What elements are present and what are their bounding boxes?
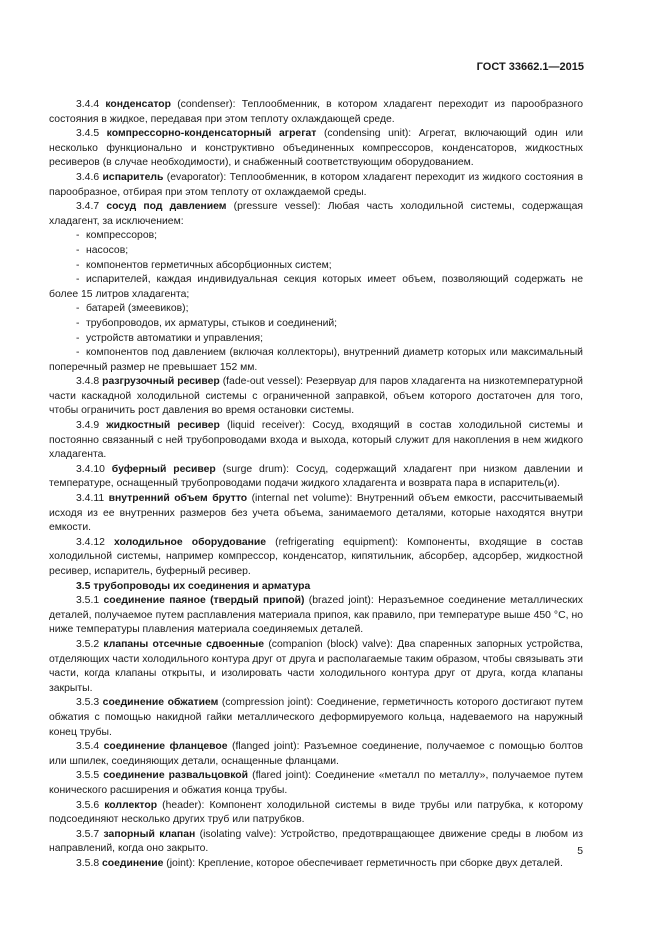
standard-code-header: ГОСТ 33662.1—2015: [476, 61, 584, 73]
term-name: компрессорно-конденсаторный агрегат: [106, 128, 317, 140]
term-name: соединение фланцевое: [103, 741, 228, 753]
term-name: соединение паяное (твердый припой): [103, 595, 305, 607]
term-entry: 3.4.12 холодильное оборудование (refrigerating equipment): Компоненты, входящие в состав холодильной системы, например компрессор, конденсатор, кипятильник, абсорбер, адсорбер, жидкостной ресивер, испаритель, буферный ресивер.: [49, 536, 583, 577]
list-item: - насосов;: [76, 244, 129, 256]
term-name: соединение обжатием: [102, 697, 219, 709]
term-entry: 3.4.11 внутренний объем брутто (internal net volume): Внутренний объем емкости, рассчитываемый исходя из ее внутренних размеров без учета объема, занимаемого деталями, которые находятся внутри емкости.: [49, 493, 584, 534]
list-item: - устройств автоматики и управления;: [76, 332, 263, 344]
term-entry: 3.5.1 соединение паяное (твердый припой) (brazed joint): Неразъемное соединение металлических деталей, получаемое путем расплавления материала припоя, как правило, при температуре выше 450 °С, но ниже температуры плавления материала соединяемых деталей.: [49, 595, 583, 636]
term-name: соединение развальцовкой: [103, 770, 249, 782]
term-entry: 3.5.7 запорный клапан (isolating valve): Устройство, предотвращающее движение среды в любом из направлений, когда оно закрыто.: [49, 828, 583, 855]
list-item: - компрессоров;: [76, 230, 158, 242]
term-entry: 3.5.4 соединение фланцевое (flanged joint): Разъемное соединение, получаемое с помощью болтов или шпилек, соединяющих детали, оснащенные фланцами.: [49, 741, 584, 767]
term-entry: 3.4.9 жидкостный ресивер (liquid receiver): Сосуд, входящий в состав холодильной системы и постоянно связанный с ней трубопроводами входа и выхода, который служит для накопления в нем жидкого хладагента.: [49, 420, 583, 461]
term-name: клапаны отсечные сдвоенные: [103, 638, 265, 650]
term-entry: 3.5.3 соединение обжатием (compression joint): Соединение, герметичность которого достигают путем обжатия с помощью накидной гайки металлического деформируемого кольца, надеваемого на наружный конец трубы.: [49, 697, 584, 738]
term-entry: 3.4.7 сосуд под давлением (pressure vessel): Любая часть холодильной системы, содержащая хладагент, за исключением:: [49, 201, 583, 227]
term-name: соединение: [102, 857, 164, 869]
list-item: - батарей (змеевиков);: [76, 303, 189, 315]
page-number: 5: [577, 846, 583, 857]
term-name: коллектор: [104, 799, 158, 811]
term-name: внутренний объем брутто: [108, 493, 248, 505]
term-entry: 3.4.8 разгрузочный ресивер (fade-out vessel): Резервуар для паров хладагента на низкотемпературной части каскадной холодильной системы с ограниченной заправкой, объем которого достаточен для того, чтобы ограничить рост давления во время остановки системы.: [49, 376, 583, 417]
term-entry: 3.4.6 испаритель (evaporator): Теплообменник, в котором хладагент переходит из жидкого состояния в парообразное, отбирая при этом теплоту от охлаждаемой среды.: [49, 171, 583, 198]
term-name: жидкостный ресивер: [106, 420, 220, 432]
term-entry: 3.4.10 буферный ресивер (surge drum): Сосуд, содержащий хладагент при низком давлении и температуре, оснащенный трубопроводами подачи жидкого хладагента и возврата пара в испаритель(и).: [49, 463, 583, 490]
list-item: - компонентов под давлением (включая коллекторы), внутренний диаметр которых или максимальный поперечный размер не превышает 152 мм.: [49, 347, 583, 373]
list-item: - испарителей, каждая индивидуальная секция которых имеет объем, позволяющий содержать не более 15 литров хладагента;: [49, 274, 583, 300]
term-name: буферный ресивер: [111, 463, 216, 475]
term-name: холодильное оборудование: [114, 536, 267, 548]
section-heading: 3.5 трубопроводы их соединения и арматура: [76, 580, 311, 592]
term-name: конденсатор: [105, 99, 171, 110]
term-name: сосуд под давлением: [106, 201, 227, 213]
term-entry: 3.5.5 соединение развальцовкой (flared joint): Соединение «металл по металлу», получаемое путем конического расширения и обжатия конца трубы.: [49, 770, 583, 796]
term-entry: 3.5.6 коллектор (header): Компонент холодильной системы в виде трубы или патрубка, к которому подсоединяют несколько других труб или патрубков.: [49, 799, 583, 826]
term-name: разгрузочный ресивер: [102, 376, 220, 388]
document-body: [49, 98, 583, 871]
term-entry: 3.5.2 клапаны отсечные сдвоенные (companion (block) valve): Два спаренных запорных устройства, отделяющих части холодильного контура друг от друга и располагаемые таким образом, чтобы связывать эти части, когда клапаны открыты, и изолировать части холодильного контура друг от друга, когда клапаны закрыты.: [49, 638, 583, 694]
list-item: - трубопроводов, их арматуры, стыков и соединений;: [76, 317, 338, 329]
term-name: испаритель: [102, 171, 164, 183]
term-entry: 3.5.8 соединение (joint): Крепление, которое обеспечивает герметичность при сборке двух деталей.: [76, 857, 563, 869]
term-name: запорный клапан: [103, 828, 196, 840]
term-entry: 3.4.5 компрессорно-конденсаторный агрегат (condensing unit): Агрегат, включающий один или несколько функционально и конструктивно объединенных компрессоров, конденсаторов, жидкостных ресиверов (в случае необходимости), и снабженный соответствующим оборудованием.: [49, 128, 584, 169]
list-item: - компонентов герметичных абсорбционных систем;: [76, 259, 332, 271]
term-entry: 3.4.4 конденсатор (condenser): Теплообменник, в котором хладагент переходит из парообразного состояния в жидкое, передавая при этом теплоту охлаждающей среде.: [49, 99, 584, 125]
